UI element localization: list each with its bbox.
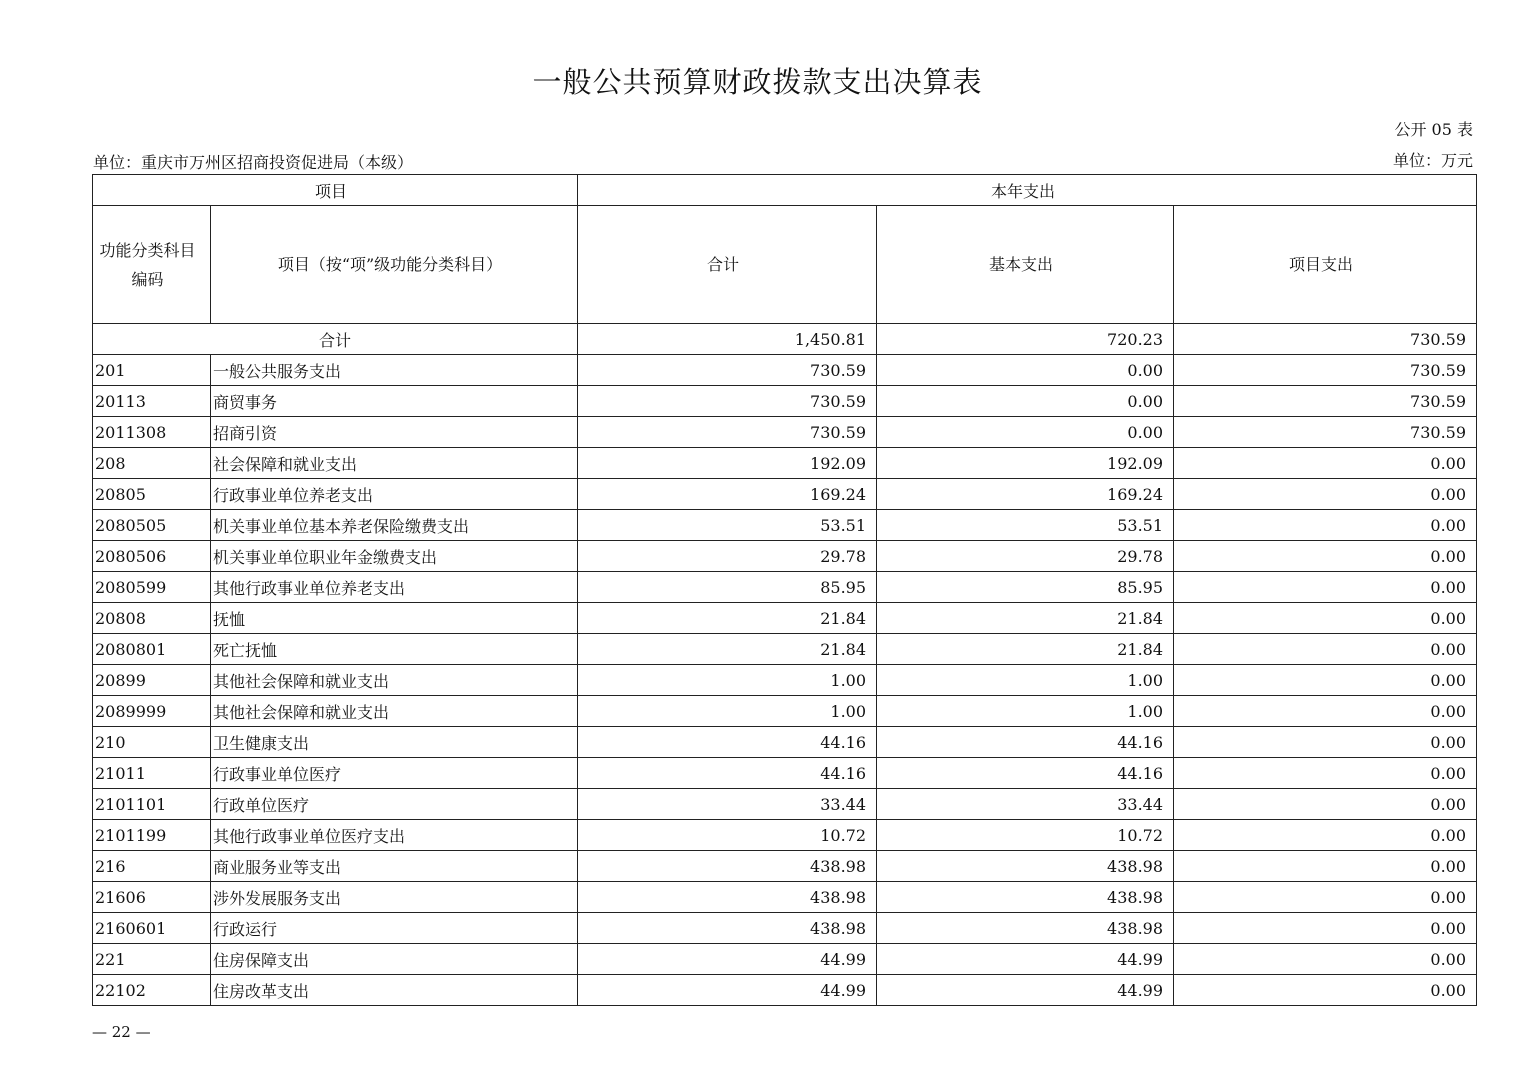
cell-total: 192.09 xyxy=(578,448,877,479)
cell-name: 行政单位医疗 xyxy=(211,789,578,820)
cell-basic: 44.99 xyxy=(877,944,1174,975)
cell-name: 涉外发展服务支出 xyxy=(211,882,578,913)
cell-code: 2080801 xyxy=(93,634,211,665)
expenditure-table xyxy=(92,174,1477,1006)
cell-basic: 0.00 xyxy=(877,386,1174,417)
cell-code: 21011 xyxy=(93,758,211,789)
table-row xyxy=(93,851,1477,882)
cell-name: 机关事业单位基本养老保险缴费支出 xyxy=(211,510,578,541)
header-expense-group: 本年支出 xyxy=(578,175,1477,206)
table-row xyxy=(93,944,1477,975)
cell-basic: 169.24 xyxy=(877,479,1174,510)
cell-code: 208 xyxy=(93,448,211,479)
cell-project: 0.00 xyxy=(1174,975,1477,1006)
total-row xyxy=(93,324,1477,355)
cell-total: 44.99 xyxy=(578,975,877,1006)
cell-project: 730.59 xyxy=(1174,417,1477,448)
cell-basic: 44.99 xyxy=(877,975,1174,1006)
cell-project: 730.59 xyxy=(1174,355,1477,386)
cell-project: 0.00 xyxy=(1174,944,1477,975)
table-row xyxy=(93,820,1477,851)
table-row xyxy=(93,758,1477,789)
table-row xyxy=(93,603,1477,634)
page-number: — 22 — xyxy=(92,1023,151,1041)
cell-total: 730.59 xyxy=(578,417,877,448)
table-row xyxy=(93,448,1477,479)
table-row xyxy=(93,572,1477,603)
table-row xyxy=(93,696,1477,727)
cell-code: 2089999 xyxy=(93,696,211,727)
table-row xyxy=(93,975,1477,1006)
cell-basic: 33.44 xyxy=(877,789,1174,820)
cell-name: 其他社会保障和就业支出 xyxy=(211,665,578,696)
cell-code: 2080505 xyxy=(93,510,211,541)
cell-code: 22102 xyxy=(93,975,211,1006)
cell-total: 85.95 xyxy=(578,572,877,603)
cell-name: 其他行政事业单位养老支出 xyxy=(211,572,578,603)
cell-name: 商业服务业等支出 xyxy=(211,851,578,882)
cell-basic: 85.95 xyxy=(877,572,1174,603)
cell-project: 0.00 xyxy=(1174,696,1477,727)
header-row-group xyxy=(93,175,1477,206)
cell-total: 730.59 xyxy=(578,355,877,386)
cell-basic: 29.78 xyxy=(877,541,1174,572)
cell-project: 0.00 xyxy=(1174,851,1477,882)
cell-project: 0.00 xyxy=(1174,665,1477,696)
cell-code: 20113 xyxy=(93,386,211,417)
table-row xyxy=(93,417,1477,448)
cell-total: 730.59 xyxy=(578,386,877,417)
cell-code: 2080599 xyxy=(93,572,211,603)
cell-total: 21.84 xyxy=(578,634,877,665)
cell-code: 210 xyxy=(93,727,211,758)
table-row xyxy=(93,789,1477,820)
header-row-columns xyxy=(93,206,1477,324)
cell-basic: 438.98 xyxy=(877,913,1174,944)
header-project: 项目支出 xyxy=(1174,206,1477,324)
cell-basic: 438.98 xyxy=(877,851,1174,882)
cell-project: 0.00 xyxy=(1174,572,1477,603)
table-row xyxy=(93,355,1477,386)
table-row xyxy=(93,541,1477,572)
cell-name: 抚恤 xyxy=(211,603,578,634)
cell-name: 招商引资 xyxy=(211,417,578,448)
cell-name: 行政事业单位医疗 xyxy=(211,758,578,789)
header-basic: 基本支出 xyxy=(877,206,1174,324)
cell-project: 0.00 xyxy=(1174,913,1477,944)
table-row xyxy=(93,882,1477,913)
cell-total: 44.16 xyxy=(578,727,877,758)
table-row xyxy=(93,913,1477,944)
header-item-name: 项目（按“项”级功能分类科目） xyxy=(211,206,578,324)
cell-name: 其他社会保障和就业支出 xyxy=(211,696,578,727)
cell-basic: 21.84 xyxy=(877,603,1174,634)
header-code xyxy=(93,206,211,324)
cell-project: 0.00 xyxy=(1174,789,1477,820)
cell-total: 1.00 xyxy=(578,665,877,696)
cell-name: 行政运行 xyxy=(211,913,578,944)
cell-project: 0.00 xyxy=(1174,634,1477,665)
unit-organization: 单位：重庆市万州区招商投资促进局（本级） xyxy=(93,153,414,172)
cell-name: 机关事业单位职业年金缴费支出 xyxy=(211,541,578,572)
cell-name: 住房保障支出 xyxy=(211,944,578,975)
cell-code: 2160601 xyxy=(93,913,211,944)
cell-basic: 1.00 xyxy=(877,696,1174,727)
header-total: 合计 xyxy=(578,206,877,324)
cell-project: 0.00 xyxy=(1174,479,1477,510)
cell-basic: 44.16 xyxy=(877,727,1174,758)
cell-code: 201 xyxy=(93,355,211,386)
cell-code: 20805 xyxy=(93,479,211,510)
cell-total: 438.98 xyxy=(578,882,877,913)
cell-basic: 44.16 xyxy=(877,758,1174,789)
cell-project: 0.00 xyxy=(1174,603,1477,634)
table-row xyxy=(93,665,1477,696)
unit-currency: 单位：万元 xyxy=(1392,151,1473,170)
header-item-group: 项目 xyxy=(93,175,578,206)
cell-basic: 1.00 xyxy=(877,665,1174,696)
table-row xyxy=(93,727,1477,758)
cell-total: 21.84 xyxy=(578,603,877,634)
cell-total: 44.99 xyxy=(578,944,877,975)
total-row-project: 730.59 xyxy=(1174,324,1477,355)
cell-code: 21606 xyxy=(93,882,211,913)
cell-project: 0.00 xyxy=(1174,448,1477,479)
total-row-total: 1,450.81 xyxy=(578,324,877,355)
cell-basic: 10.72 xyxy=(877,820,1174,851)
cell-total: 438.98 xyxy=(578,851,877,882)
cell-name: 行政事业单位养老支出 xyxy=(211,479,578,510)
cell-basic: 21.84 xyxy=(877,634,1174,665)
cell-code: 20899 xyxy=(93,665,211,696)
cell-basic: 438.98 xyxy=(877,882,1174,913)
cell-name: 社会保障和就业支出 xyxy=(211,448,578,479)
table-row xyxy=(93,386,1477,417)
cell-project: 0.00 xyxy=(1174,541,1477,572)
cell-total: 10.72 xyxy=(578,820,877,851)
cell-total: 29.78 xyxy=(578,541,877,572)
cell-basic: 0.00 xyxy=(877,355,1174,386)
header-code-line1: 功能分类科目 xyxy=(99,240,196,260)
cell-project: 0.00 xyxy=(1174,882,1477,913)
cell-project: 0.00 xyxy=(1174,727,1477,758)
cell-total: 44.16 xyxy=(578,758,877,789)
cell-total: 33.44 xyxy=(578,789,877,820)
cell-code: 2011308 xyxy=(93,417,211,448)
cell-name: 死亡抚恤 xyxy=(211,634,578,665)
cell-name: 一般公共服务支出 xyxy=(211,355,578,386)
cell-name: 其他行政事业单位医疗支出 xyxy=(211,820,578,851)
table-row xyxy=(93,510,1477,541)
table-row xyxy=(93,634,1477,665)
total-row-label: 合计 xyxy=(93,324,578,355)
cell-total: 438.98 xyxy=(578,913,877,944)
cell-basic: 192.09 xyxy=(877,448,1174,479)
total-row-basic: 720.23 xyxy=(877,324,1174,355)
cell-project: 0.00 xyxy=(1174,510,1477,541)
cell-total: 53.51 xyxy=(578,510,877,541)
cell-code: 2101199 xyxy=(93,820,211,851)
cell-code: 2101101 xyxy=(93,789,211,820)
cell-project: 0.00 xyxy=(1174,758,1477,789)
cell-project: 0.00 xyxy=(1174,820,1477,851)
cell-code: 221 xyxy=(93,944,211,975)
page-title: 一般公共预算财政拨款支出决算表 xyxy=(532,65,983,99)
cell-code: 20808 xyxy=(93,603,211,634)
table-row xyxy=(93,479,1477,510)
cell-total: 169.24 xyxy=(578,479,877,510)
cell-basic: 53.51 xyxy=(877,510,1174,541)
cell-code: 216 xyxy=(93,851,211,882)
header-code-line2: 编码 xyxy=(131,269,164,289)
cell-name: 住房改革支出 xyxy=(211,975,578,1006)
form-number: 公开 05 表 xyxy=(1394,120,1473,139)
cell-name: 卫生健康支出 xyxy=(211,727,578,758)
cell-name: 商贸事务 xyxy=(211,386,578,417)
cell-total: 1.00 xyxy=(578,696,877,727)
cell-project: 730.59 xyxy=(1174,386,1477,417)
cell-code: 2080506 xyxy=(93,541,211,572)
cell-basic: 0.00 xyxy=(877,417,1174,448)
